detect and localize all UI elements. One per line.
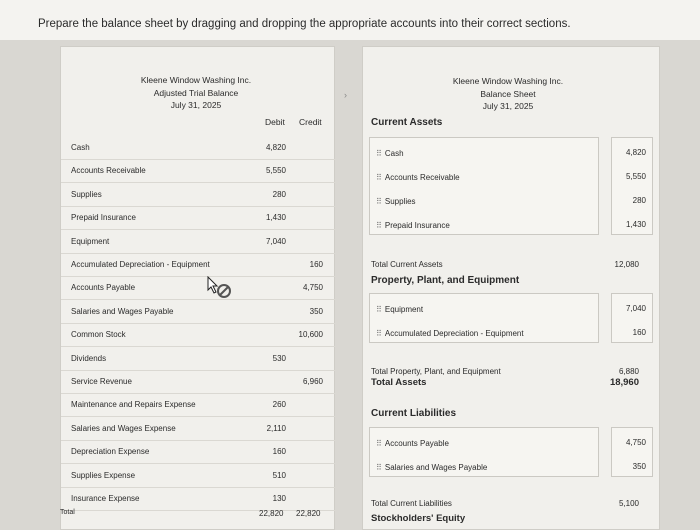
tb-debit-value: 1,430 xyxy=(265,213,286,223)
total-current-assets-value: 12,080 xyxy=(614,260,639,269)
tb-row[interactable] xyxy=(61,348,336,371)
bs-date: July 31, 2025 xyxy=(482,101,534,111)
tb-debit-value: 160 xyxy=(272,447,286,457)
total-assets-value: 18,960 xyxy=(609,377,639,388)
draggable-account[interactable] xyxy=(376,168,460,186)
tb-credit-value: 160 xyxy=(309,260,323,269)
tb-row[interactable] xyxy=(61,324,336,347)
tb-account-name[interactable]: Dividends xyxy=(71,353,107,363)
tb-account-name[interactable]: Salaries and Wages Expense xyxy=(71,423,176,433)
total-current-liabilities-label: Total Current Liabilities xyxy=(371,499,452,508)
drag-handle-icon[interactable]: ⠿ xyxy=(376,328,381,338)
tb-account-name[interactable]: Depreciation Expense xyxy=(71,447,150,457)
drag-handle-icon[interactable]: ⠿ xyxy=(376,304,381,314)
balance-sheet-header xyxy=(433,75,583,113)
draggable-account[interactable] xyxy=(376,434,449,452)
tb-credit-value: 4,750 xyxy=(302,283,323,293)
draggable-account[interactable] xyxy=(376,300,423,318)
total-current-assets-label: Total Current Assets xyxy=(371,260,443,269)
total-current-liabilities-value: 5,100 xyxy=(618,499,639,508)
tb-account-name[interactable]: Accounts Payable xyxy=(71,283,136,293)
bs-title: Balance Sheet xyxy=(480,88,536,99)
draggable-account-label: Accounts Payable xyxy=(384,438,449,448)
tb-title: Adjusted Trial Balance xyxy=(153,87,239,98)
drag-handle-icon[interactable]: ⠿ xyxy=(376,462,381,472)
tb-account-name[interactable]: Equipment xyxy=(71,236,110,246)
trial-balance-header xyxy=(121,74,271,112)
tb-row[interactable] xyxy=(61,137,336,160)
account-amount: 280 xyxy=(632,196,646,205)
draggable-account[interactable] xyxy=(376,216,450,234)
tb-account-name[interactable]: Accounts Receivable xyxy=(71,166,146,176)
draggable-account[interactable] xyxy=(376,144,404,162)
tb-row[interactable] xyxy=(61,184,336,207)
tb-account-name[interactable]: Salaries and Wages Payable xyxy=(71,306,174,316)
tb-total-credit: 22,820 xyxy=(296,509,321,518)
draggable-account-label: Cash xyxy=(384,148,404,158)
stockholders-equity-heading: Stockholders' Equity xyxy=(371,513,466,524)
current-assets-heading: Current Assets xyxy=(371,117,443,128)
tb-debit-value: 530 xyxy=(272,353,286,363)
tb-debit-value: 2,110 xyxy=(266,423,286,433)
account-amount: 7,040 xyxy=(625,304,646,313)
tb-total-debit: 22,820 xyxy=(259,509,284,518)
total-ppe-label: Total Property, Plant, and Equipment xyxy=(371,367,501,376)
tb-row[interactable] xyxy=(61,277,336,300)
draggable-account[interactable] xyxy=(376,324,524,342)
tb-account-name[interactable]: Cash xyxy=(71,143,90,152)
total-ppe-value: 6,880 xyxy=(618,367,639,376)
current-assets-amount-column xyxy=(611,137,653,235)
tb-credit-value: 350 xyxy=(309,306,323,316)
draggable-account-label: Supplies xyxy=(384,196,416,206)
instruction-text: Prepare the balance sheet by dragging and dropping the appropriate accounts into their correct sections. xyxy=(0,0,700,40)
draggable-account-label: Accumulated Depreciation - Equipment xyxy=(384,328,524,338)
tb-row[interactable] xyxy=(61,441,336,464)
tb-debit-value: 510 xyxy=(272,470,286,480)
tb-account-name[interactable]: Common Stock xyxy=(71,330,126,340)
drag-handle-icon[interactable]: ⠿ xyxy=(376,220,381,230)
tb-row[interactable] xyxy=(61,231,336,254)
total-assets-label: Total Assets xyxy=(371,377,427,388)
tb-debit-value: 260 xyxy=(272,400,286,410)
current-liabilities-amount-column xyxy=(611,427,653,477)
tb-credit-value: 10,600 xyxy=(298,330,323,340)
tb-row[interactable] xyxy=(61,301,336,324)
draggable-account[interactable] xyxy=(376,458,487,476)
trial-balance-panel xyxy=(60,46,335,530)
tb-debit-value: 280 xyxy=(272,189,286,199)
draggable-account[interactable] xyxy=(376,192,416,210)
tb-row[interactable] xyxy=(61,207,336,230)
tb-total-label: Total xyxy=(60,509,75,516)
tb-row[interactable] xyxy=(61,394,336,417)
drag-handle-icon[interactable]: ⠿ xyxy=(376,438,381,448)
drag-handle-icon[interactable]: ⠿ xyxy=(376,172,381,182)
tb-row[interactable] xyxy=(61,371,336,394)
account-amount: 1,430 xyxy=(625,220,646,229)
tb-debit-value: 4,820 xyxy=(265,143,286,152)
tb-row[interactable] xyxy=(61,465,336,488)
debit-column-header: Debit xyxy=(265,117,285,127)
tb-account-name[interactable]: Prepaid Insurance xyxy=(71,213,136,223)
tb-company: Kleene Window Washing Inc. xyxy=(140,75,252,85)
tb-row[interactable] xyxy=(61,160,336,183)
draggable-account-label: Salaries and Wages Payable xyxy=(384,462,488,472)
bs-company: Kleene Window Washing Inc. xyxy=(452,76,564,86)
account-amount: 160 xyxy=(632,328,646,337)
drag-cursor-icon xyxy=(207,276,233,305)
ppe-heading: Property, Plant, and Equipment xyxy=(371,275,520,286)
draggable-account-label: Equipment xyxy=(384,304,424,314)
tb-account-name[interactable]: Service Revenue xyxy=(71,377,132,386)
tb-credit-value: 6,960 xyxy=(302,377,323,386)
account-amount: 350 xyxy=(632,462,646,471)
current-liabilities-drop-zone[interactable] xyxy=(369,427,599,477)
tb-debit-value: 7,040 xyxy=(265,236,286,246)
ppe-amount-column xyxy=(611,293,653,343)
account-amount: 4,820 xyxy=(625,148,646,157)
credit-column-header: Credit xyxy=(299,117,322,127)
tb-row[interactable] xyxy=(61,488,336,511)
current-assets-drop-zone[interactable] xyxy=(369,137,599,235)
tb-account-name[interactable]: Supplies Expense xyxy=(71,470,136,480)
drag-handle-icon[interactable]: ⠿ xyxy=(376,196,381,206)
tb-account-name[interactable]: Maintenance and Repairs Expense xyxy=(71,400,196,410)
divider-arrow-icon: › xyxy=(344,90,347,100)
tb-account-name[interactable]: Supplies xyxy=(71,189,102,199)
tb-row[interactable] xyxy=(61,418,336,441)
draggable-account-label: Accounts Receivable xyxy=(384,172,460,182)
tb-account-name[interactable]: Insurance Expense xyxy=(71,494,140,503)
tb-row[interactable] xyxy=(61,254,336,277)
balance-sheet-panel xyxy=(362,46,660,530)
tb-date: July 31, 2025 xyxy=(170,100,222,110)
ppe-drop-zone[interactable] xyxy=(369,293,599,343)
drag-handle-icon[interactable]: ⠿ xyxy=(376,148,381,158)
tb-account-name[interactable]: Accumulated Depreciation - Equipment xyxy=(71,260,210,269)
tb-debit-value: 130 xyxy=(272,494,286,503)
account-amount: 5,550 xyxy=(625,172,646,181)
account-amount: 4,750 xyxy=(625,438,646,447)
draggable-account-label: Prepaid Insurance xyxy=(384,220,450,230)
current-liabilities-heading: Current Liabilities xyxy=(371,408,457,419)
tb-debit-value: 5,550 xyxy=(265,166,286,176)
